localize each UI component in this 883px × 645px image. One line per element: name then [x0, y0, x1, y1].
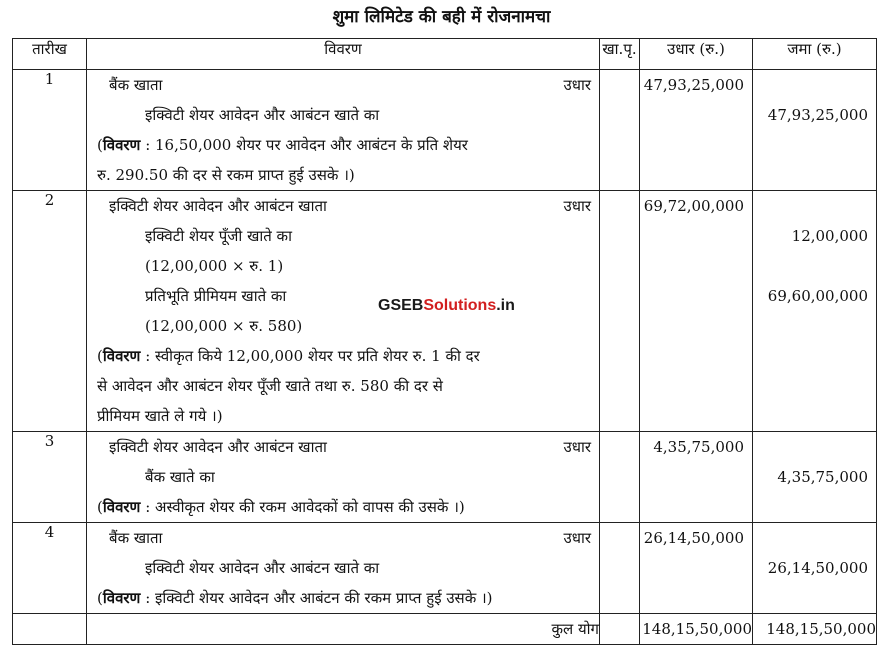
credit-calc: (12,00,000 × रु. 1)	[145, 257, 284, 275]
journal-title: शुमा लिमिटेड की बही में रोजनामचा	[332, 7, 551, 27]
dr-label: उधार	[563, 76, 591, 94]
narration-label: विवरण	[102, 347, 141, 365]
total-row	[13, 614, 877, 645]
credit-calc: (12,00,000 × रु. 580)	[145, 317, 303, 335]
debit-account: बैंक खाता	[109, 76, 163, 94]
entry-lf	[600, 70, 640, 191]
debit-amount: 47,93,25,000	[643, 76, 744, 94]
header-date: तारीख	[13, 39, 87, 70]
credit-amount: 12,00,000	[791, 227, 868, 245]
debit-account-line	[87, 523, 599, 553]
watermark: GSEBSolutions.in	[378, 297, 515, 314]
credit-amount: 26,14,50,000	[767, 559, 868, 577]
entry-debit	[640, 432, 753, 523]
credit-account: बैंक खाते का	[145, 468, 215, 486]
header-debit: उधार (रु.)	[640, 39, 753, 70]
debit-account: बैंक खाता	[109, 529, 163, 547]
dr-label: उधार	[563, 197, 591, 215]
entry-debit	[640, 70, 753, 191]
journal-table	[12, 38, 877, 645]
journal-entry	[13, 432, 877, 523]
entry-date: 1	[13, 70, 87, 191]
entry-credit	[753, 523, 877, 614]
entry-lf	[600, 523, 640, 614]
narration-line: रु. 290.50 की दर से रकम प्राप्त हुई उसके ।)	[97, 166, 355, 184]
credit-account: प्रतिभूति प्रीमियम खाते का	[145, 287, 287, 305]
narration-label: विवरण	[102, 589, 141, 607]
dr-label: उधार	[563, 529, 591, 547]
entry-particulars	[87, 191, 600, 432]
entry-date: 3	[13, 432, 87, 523]
debit-account-line	[87, 432, 599, 462]
debit-amount: 4,35,75,000	[653, 438, 744, 456]
credit-account: इक्विटी शेयर पूँजी खाते का	[145, 227, 292, 245]
total-debit: 148,15,50,000	[640, 614, 753, 645]
debit-account-line	[87, 191, 599, 221]
entry-lf	[600, 432, 640, 523]
total-credit: 148,15,50,000	[753, 614, 877, 645]
entry-date: 4	[13, 523, 87, 614]
header-row	[13, 39, 877, 70]
debit-account: इक्विटी शेयर आवेदन और आबंटन खाता	[109, 438, 327, 456]
narration-line: (विवरण : इक्विटी शेयर आवेदन और आबंटन की रकम प्राप्त हुई उसके ।)	[97, 589, 493, 607]
entry-particulars	[87, 523, 600, 614]
debit-amount: 26,14,50,000	[643, 529, 744, 547]
narration-line: (विवरण : 16,50,000 शेयर पर आवेदन और आबंटन के प्रति शेयर	[97, 136, 468, 154]
entry-particulars	[87, 70, 600, 191]
entry-date: 2	[13, 191, 87, 432]
dr-label: उधार	[563, 438, 591, 456]
narration-line: (विवरण : अस्वीकृत शेयर की रकम आवेदकों को वापस की उसके ।)	[97, 498, 465, 516]
entry-debit	[640, 523, 753, 614]
header-lf: खा.पृ.	[600, 39, 640, 70]
narration-line: से आवेदन और आबंटन शेयर पूँजी खाते तथा रु. 580 की दर से	[97, 377, 443, 395]
debit-account: इक्विटी शेयर आवेदन और आबंटन खाता	[109, 197, 327, 215]
journal-entry	[13, 70, 877, 191]
credit-amount: 69,60,00,000	[767, 287, 868, 305]
debit-account-line	[87, 70, 599, 100]
header-particulars: विवरण	[87, 39, 600, 70]
total-label: कुल योग	[87, 614, 600, 645]
narration-label: विवरण	[102, 136, 141, 154]
credit-account: इक्विटी शेयर आवेदन और आबंटन खाते का	[145, 106, 380, 124]
header-credit: जमा (रु.)	[753, 39, 877, 70]
credit-amount: 47,93,25,000	[767, 106, 868, 124]
debit-amount: 69,72,00,000	[643, 197, 744, 215]
entry-credit	[753, 191, 877, 432]
entry-credit	[753, 432, 877, 523]
entry-credit	[753, 70, 877, 191]
narration-line: (विवरण : स्वीकृत किये 12,00,000 शेयर पर प्रति शेयर रु. 1 की दर	[97, 347, 480, 365]
entry-particulars	[87, 432, 600, 523]
entry-debit	[640, 191, 753, 432]
entry-lf	[600, 191, 640, 432]
credit-amount: 4,35,75,000	[777, 468, 868, 486]
journal-entry	[13, 523, 877, 614]
credit-account: इक्विटी शेयर आवेदन और आबंटन खाते का	[145, 559, 380, 577]
narration-line: प्रीमियम खाते ले गये ।)	[97, 407, 223, 425]
narration-label: विवरण	[102, 498, 141, 516]
